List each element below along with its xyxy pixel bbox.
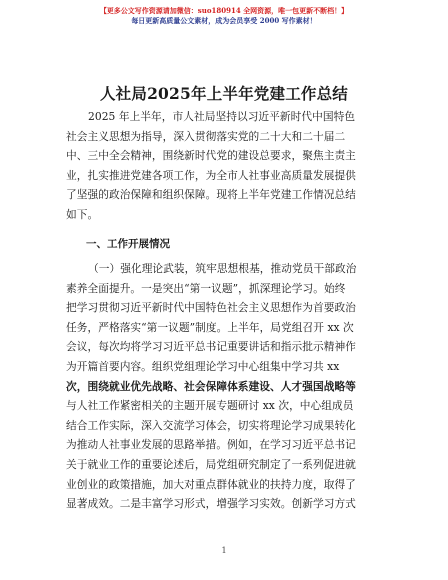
paragraph-line: 素养全面提升。一是突出“第一议题”，抓深理论学习。始终 xyxy=(66,281,346,295)
body-paragraph xyxy=(66,259,384,514)
paragraph-line: 任务，严格落实“第一议题”制度。上半年，局党组召开 xx 次 xyxy=(66,320,354,334)
intro-paragraph xyxy=(66,107,384,225)
section-heading: 一、工作开展情况 xyxy=(86,238,170,250)
banner-promo-line: 【更多公文写作资源请加微信：suo180914 全网资源，唯一包更新不断档！】 xyxy=(99,6,349,15)
paragraph-line: 如下。 xyxy=(66,207,99,221)
paragraph-line: 显著成效。二是丰富学习形式，增强学习实效。创新学习方式 xyxy=(66,497,356,511)
paragraph-line: 会议，每次均将学习习近平总书记重要讲话和指示批示精神作 xyxy=(66,340,356,354)
paragraph-line: 中、三中全会精神，围绕新时代党的建设总要求，聚焦主责主 xyxy=(66,149,356,163)
document-title: 人社局2025年上半年党建工作总结 xyxy=(99,84,349,103)
paragraph-line: 了坚强的政治保障和组织保障。现将上半年党建工作情况总结 xyxy=(66,188,356,202)
banner-subscription-line: 每日更新高质量公文素材，成为会员享受 2000 写作素材！ xyxy=(131,16,317,25)
paragraph-line: 结合工作实际，深入交流学习体会，切实将理论学习成果转化 xyxy=(66,418,356,432)
paragraph-line: 为开篇首要内容。组织党组理论学习中心组集中学习共 xx xyxy=(66,359,340,373)
paragraph-line: 2025 年上半年，市人社局坚持以习近平新时代中国特色 xyxy=(88,110,356,123)
paragraph-line: 业，扎实推进党建各项工作，为全市人社事业高质量发展提供 xyxy=(66,168,356,182)
paragraph-line: 关于就业工作的重要论述后，局党组研究制定了一系列促进就 xyxy=(66,457,356,471)
paragraph-line: 与人社工作紧密相关的主题开展专题研讨 xx 次，中心组成员 xyxy=(66,399,354,413)
paragraph-line: 业创业的政策措施，加大对重点群体就业的扶持力度，取得了 xyxy=(66,477,356,491)
paragraph-line: （一）强化理论武装，筑牢思想根基，推动党员干部政治 xyxy=(88,262,357,275)
page-number: 1 xyxy=(221,546,227,555)
paragraph-line: 次，围绕就业优先战略、社会保障体系建设、人才强国战略等 xyxy=(66,379,356,393)
paragraph-line: 为推动人社事业发展的思路举措。例如，在学习习近平总书记 xyxy=(66,438,356,452)
top-banner xyxy=(0,6,448,26)
paragraph-line: 把学习贯彻习近平新时代中国特色社会主义思想作为首要政治 xyxy=(66,301,356,315)
paragraph-line: 社会主义思想为指导，深入贯彻落实党的二十大和二十届二 xyxy=(66,129,346,143)
